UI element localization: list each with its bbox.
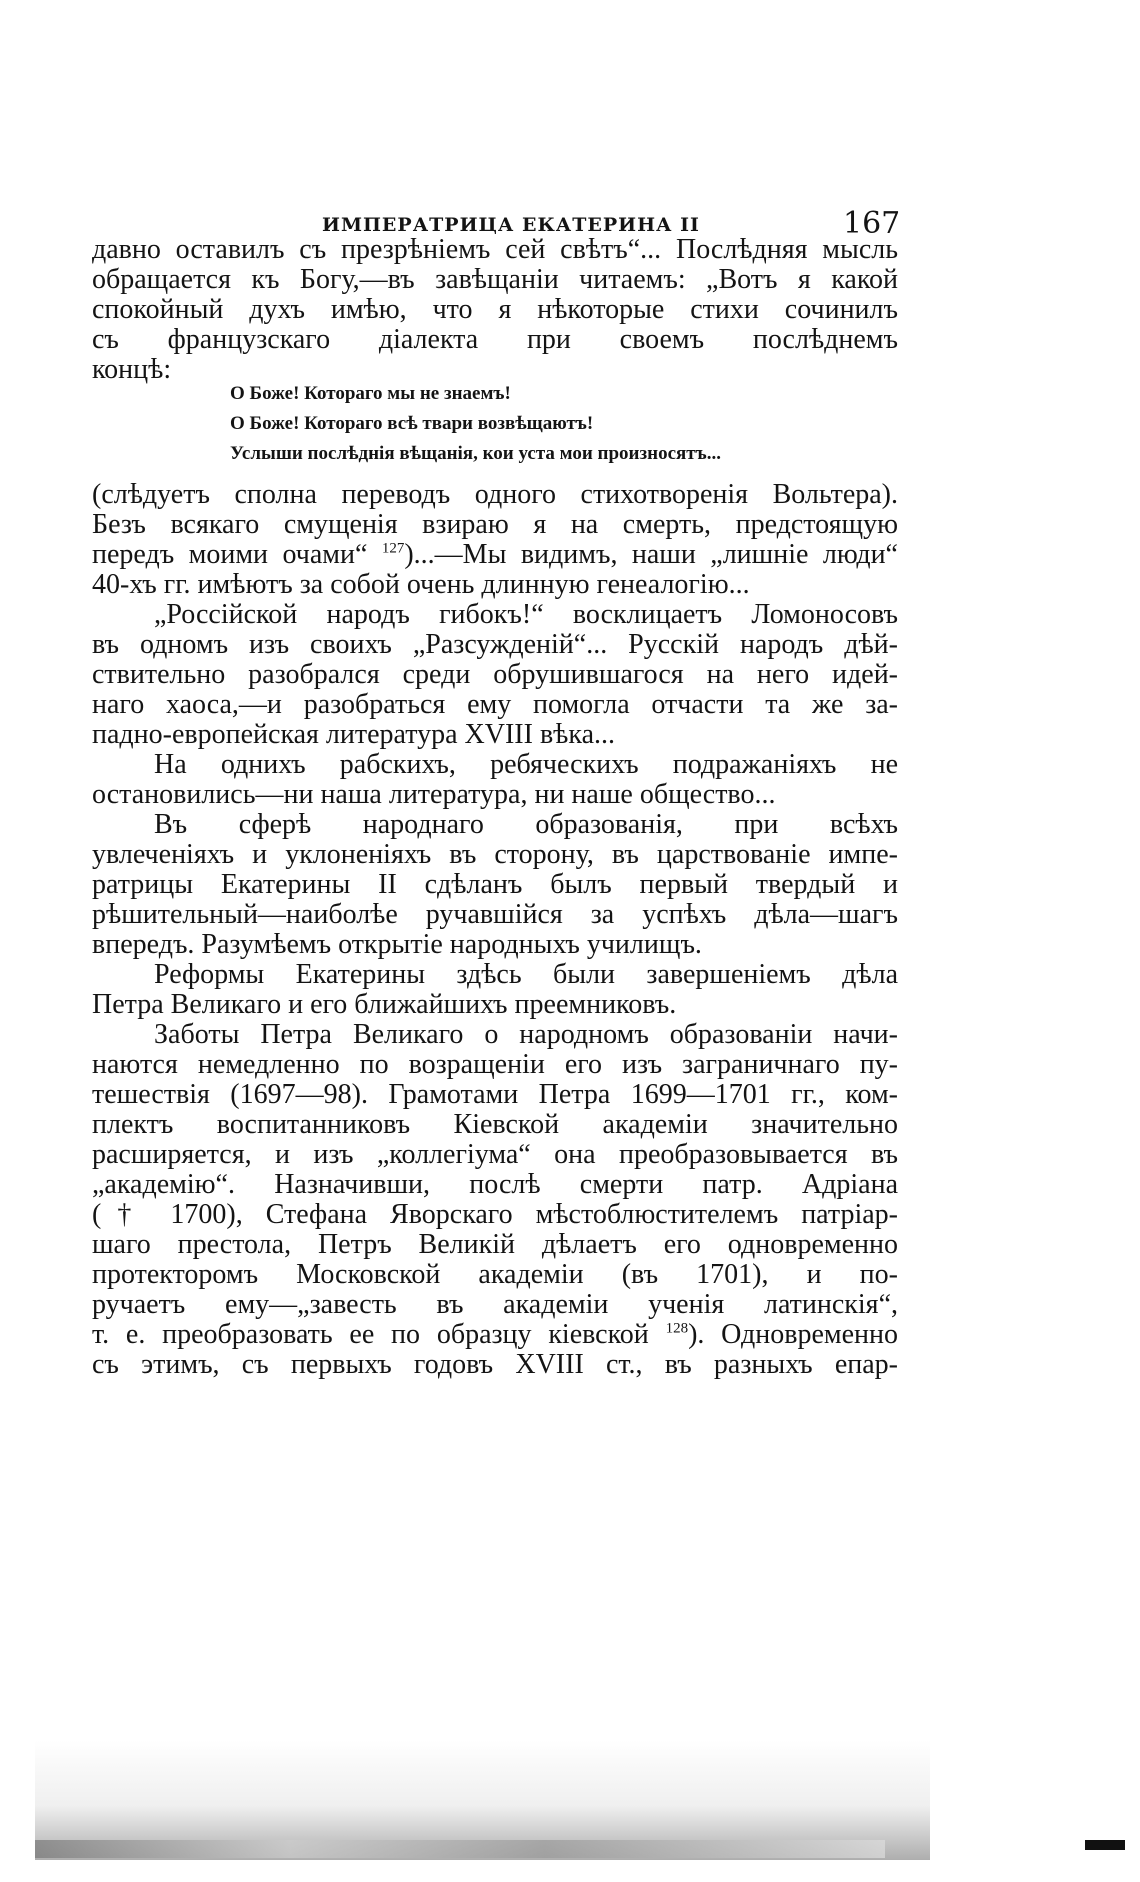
page-number: 167 [843,206,901,241]
text-line: наются немедленно по возращеніи его изъ заграничнаго пу- [92,1050,898,1080]
text-line [92,1320,898,1350]
text-line: „академію“. Назначивши, послѣ смерти патр. Адріана [92,1170,898,1200]
text-line: спокойный духъ имѣю, что я нѣкоторые стихи сочинилъ [92,295,898,325]
text-line: плектъ воспитанниковъ Кіевской академіи значительно [92,1110,898,1140]
text-line: ствительно разобрался среди обрушившагося на него идей- [92,660,898,690]
text-segment: )...—Мы видимъ, наши „лишніе люди“ [404,540,898,570]
text-line [92,540,898,570]
text-line: остановились—ни наша литература, ни наше общество... [92,780,776,810]
text-line: увлеченіяхъ и уклоненіяхъ въ сторону, въ царствованіе импе- [92,840,898,870]
text-line: съ французскаго діалекта при своемъ послѣднемъ [92,325,898,355]
text-segment: ). Одновременно [688,1320,898,1350]
text-line: въ одномъ изъ своихъ „Разсужденій“... Русскій народъ дѣй- [92,630,898,660]
text-line: (слѣдуетъ сполна переводъ одного стихотворенія Вольтера). [92,480,898,510]
footnote-ref-127: 127 [381,540,405,557]
text-line: протекторомъ Московской академіи (въ 1701), и по- [92,1260,898,1290]
text-line: Петра Великаго и его ближайшихъ преемниковъ. [92,990,677,1020]
text-line: съ этимъ, съ первыхъ годовъ XVIII ст., въ разныхъ епар- [92,1350,898,1380]
text-line: 40-хъ гг. имѣютъ за собой очень длинную генеалогію... [92,570,750,600]
text-line: шаго престола, Петръ Великій дѣлаетъ его одновременно [92,1230,898,1260]
text-line: концѣ: [92,355,172,385]
verse-line: О Боже! Котораго всѣ твари возвѣщаютъ! [230,413,594,434]
text-segment: передъ моими очами“ [92,540,382,570]
text-line: рѣшительный—наиболѣе ручавшійся за успѣхъ дѣла—шагъ [92,900,898,930]
text-line: впередъ. Разумѣемъ открытіе народныхъ училищъ. [92,930,702,960]
text-line: „Россійской народъ гибокъ!“ восклицаетъ Ломоносовъ [154,600,898,630]
text-line: Заботы Петра Великаго о народномъ образованіи начи- [154,1020,898,1050]
text-segment: т. е. преобразовать ее по образцу кіевской [92,1320,666,1350]
text-line: Реформы Екатерины здѣсь были завершеніемъ дѣла [154,960,898,990]
text-line: († 1700), Стефана Яворскаго мѣстоблюстителемъ патріар- [92,1200,898,1230]
text-line: Въ сферѣ народнаго образованія, при всѣхъ [154,810,898,840]
text-line: обращается къ Богу,—въ завѣщаніи читаемъ: „Вотъ я какой [92,265,898,295]
verse-quote [230,379,721,469]
text-line: давно оставилъ съ презрѣніемъ сей свѣтъ“... Послѣдняя мысль [92,235,898,265]
text-line: Безъ всякаго смущенія взираю я на смерть, предстоящую [92,510,898,540]
scan-page-edge [35,1840,885,1858]
text-line: тешествія (1697—98). Грамотами Петра 1699—1701 гг., ком- [92,1080,898,1110]
verse-line: Услыши послѣднія вѣщанія, кои уста мои произносятъ... [230,443,721,464]
text-line: На однихъ рабскихъ, ребяческихъ подражаніяхъ не [154,750,898,780]
text-line: падно-европейская литература XVIII вѣка... [92,720,615,750]
text-line: ручаетъ ему—„завесть въ академіи ученія латинскія“, [92,1290,898,1320]
scan-mark [1085,1840,1125,1850]
text-line: ратрицы Екатерины II сдѣланъ былъ первый твердый и [92,870,898,900]
running-header-title: ИМПЕРАТРИЦА ЕКАТЕРИНА II [322,214,700,236]
verse-line: О Боже! Котораго мы не знаемъ! [230,383,511,404]
text-line: расширяется, и изъ „коллегіума“ она преобразовывается въ [92,1140,898,1170]
paragraph-1 [92,235,898,385]
footnote-ref-128: 128 [665,1320,689,1337]
text-line: наго хаоса,—и разобраться ему помогла отчасти та же за- [92,690,898,720]
main-text [92,480,898,1380]
